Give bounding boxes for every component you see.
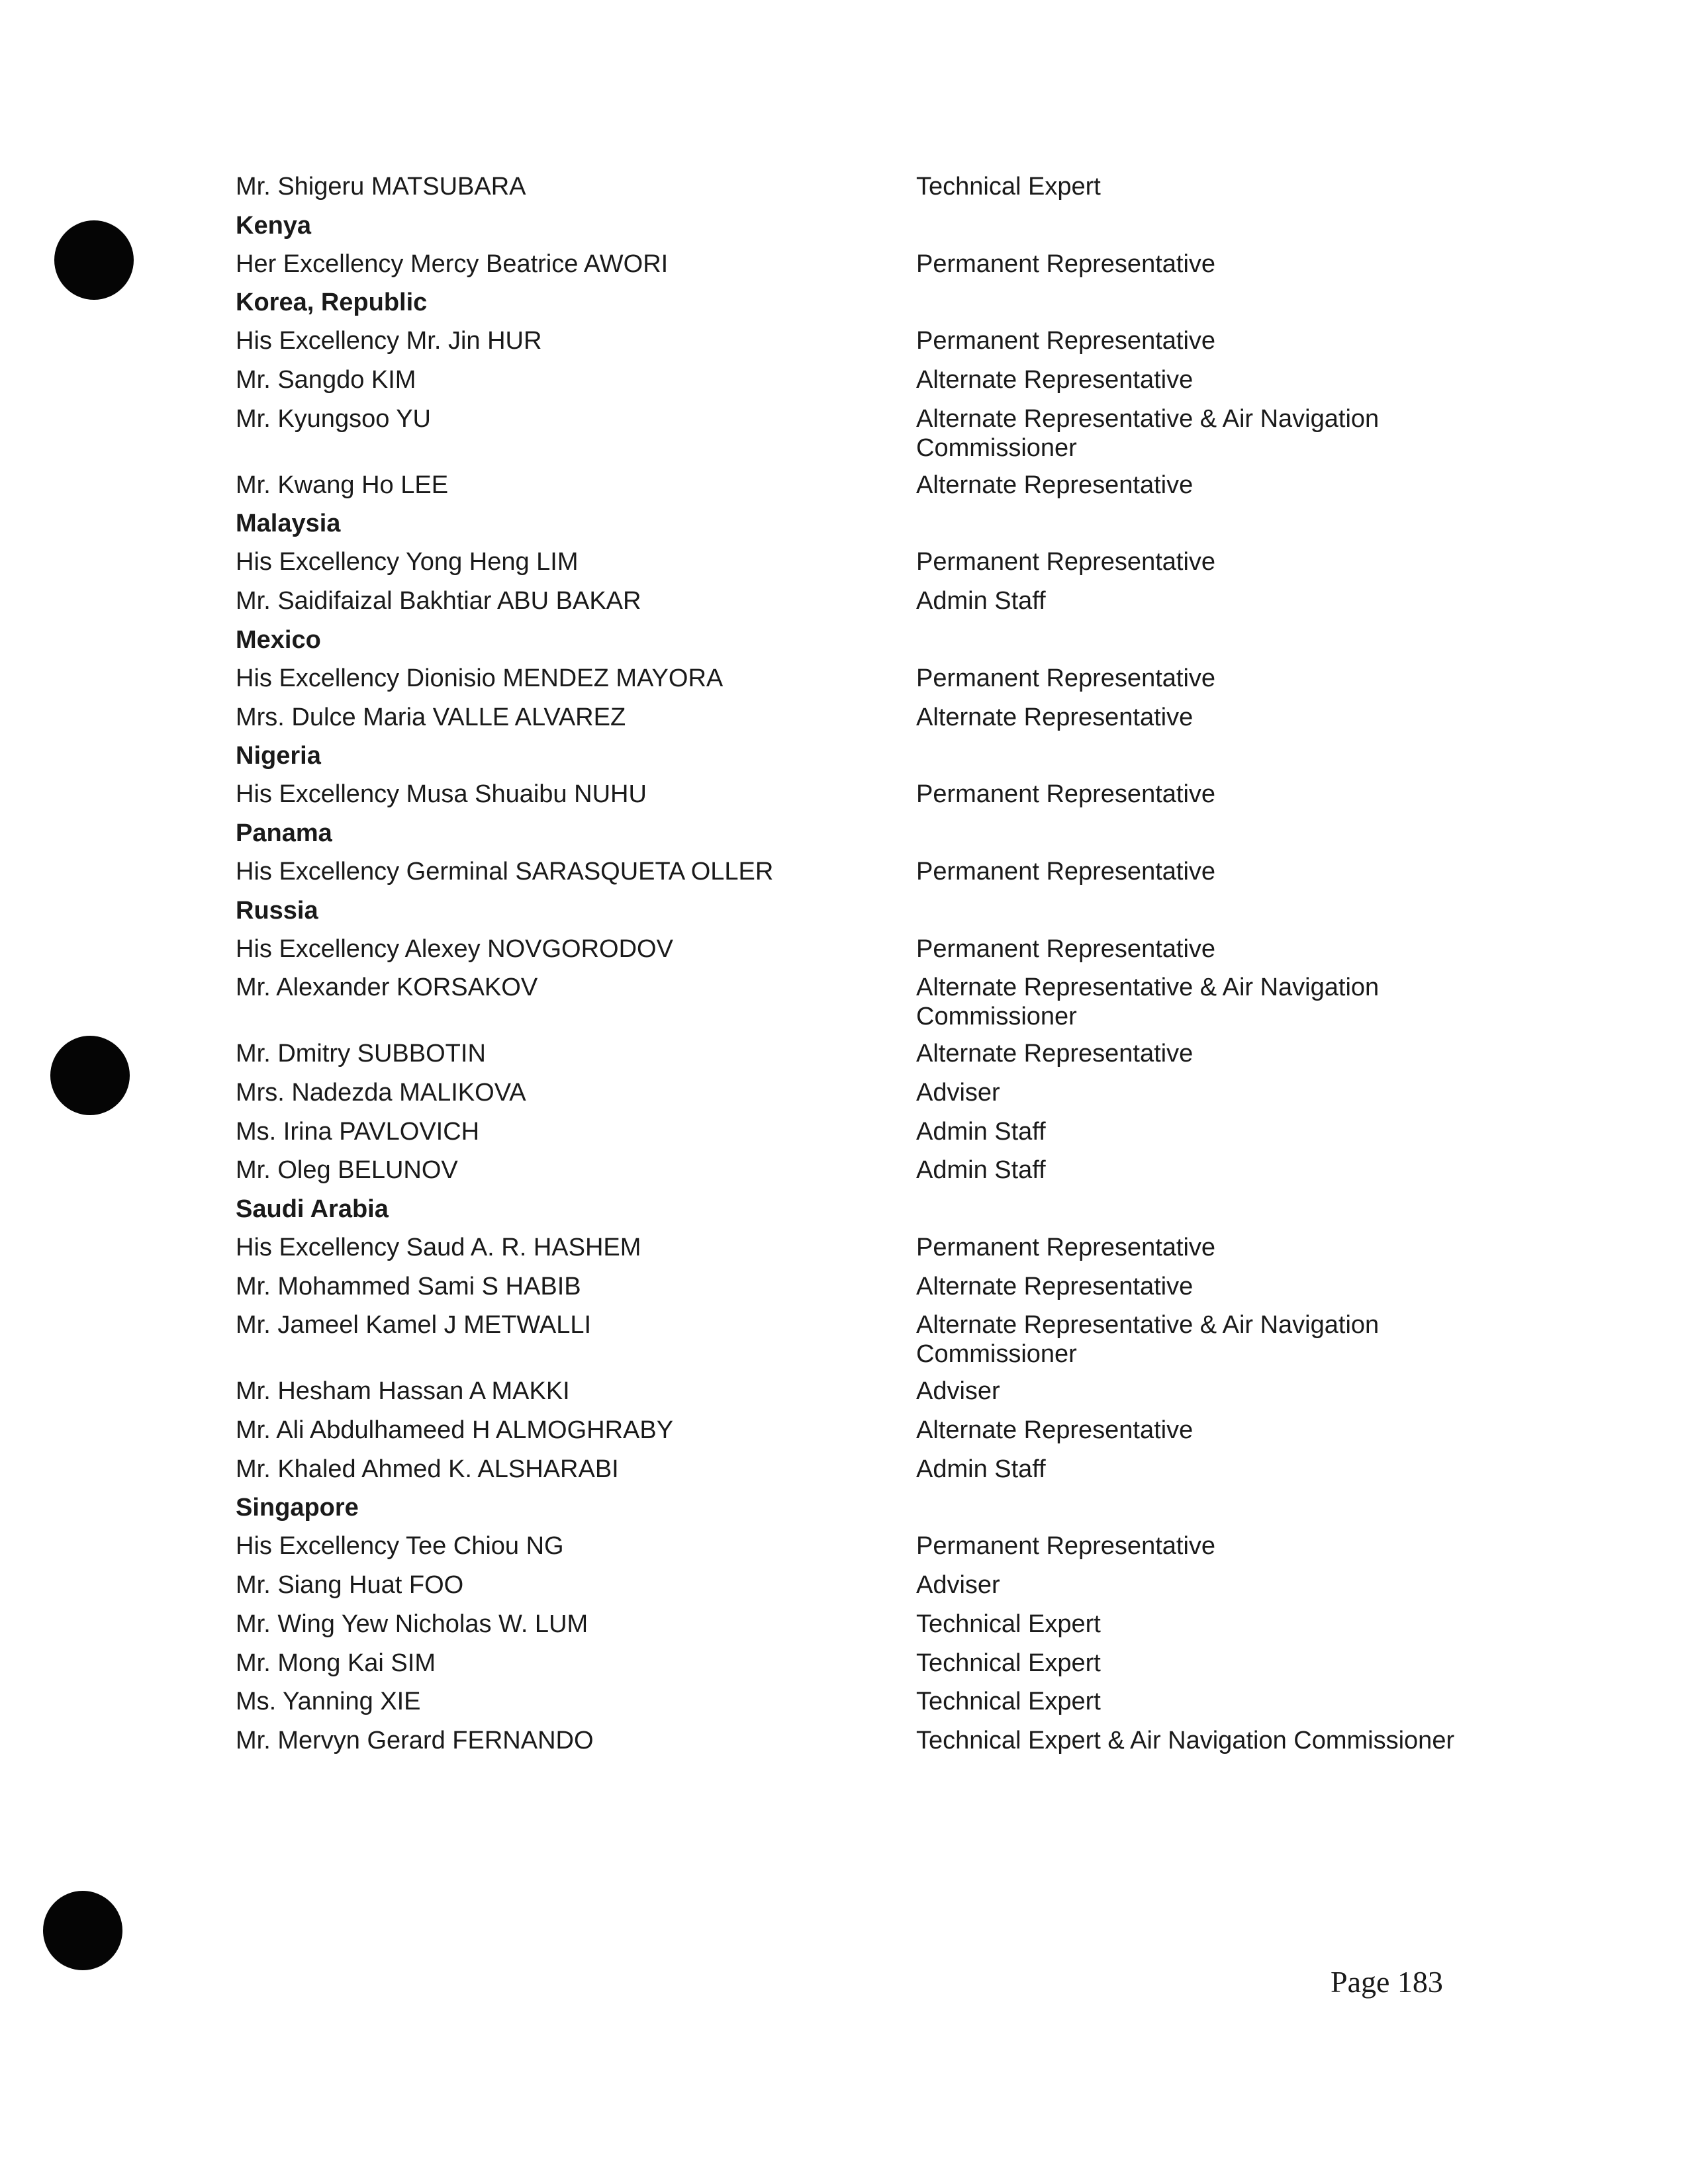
delegate-role: Technical Expert	[916, 1688, 1101, 1716]
delegate-name: Mr. Mong Kai SIM	[236, 1649, 436, 1677]
country-heading	[236, 1195, 1493, 1233]
delegate-row	[236, 1455, 1493, 1494]
delegate-row	[236, 934, 1493, 974]
delegate-name: Mr. Saidifaizal Bakhtiar ABU BAKAR	[236, 587, 641, 615]
delegate-row	[236, 780, 1493, 819]
delegate-row	[236, 857, 1493, 896]
delegate-row	[236, 703, 1493, 742]
delegate-name: Mr. Ali Abdulhameed H ALMOGHRABY	[236, 1416, 674, 1445]
delegate-role: Alternate Representative	[916, 1416, 1194, 1445]
country-heading	[236, 288, 1493, 326]
delegate-name: Mr. Dmitry SUBBOTIN	[236, 1040, 486, 1068]
delegate-name: Her Excellency Mercy Beatrice AWORI	[236, 250, 669, 278]
delegate-role: Technical Expert & Air Navigation Commissioner	[916, 1726, 1455, 1754]
country-name: Kenya	[236, 211, 312, 240]
delegate-name: Mrs. Dulce Maria VALLE ALVAREZ	[236, 703, 626, 731]
delegate-row	[236, 250, 1493, 289]
country-heading	[236, 896, 1493, 934]
country-heading	[236, 211, 1493, 250]
delegate-role: Admin Staff	[916, 1455, 1046, 1483]
delegate-row	[236, 471, 1493, 510]
delegate-row	[236, 1039, 1493, 1078]
delegate-role: Permanent Representative	[916, 857, 1216, 886]
delegate-role: Alternate Representative	[916, 1272, 1194, 1300]
country-name: Malaysia	[236, 510, 341, 538]
country-heading	[236, 741, 1493, 780]
delegate-name: Mr. Wing Yew Nicholas W. LUM	[236, 1610, 588, 1638]
delegate-role: Permanent Representative	[916, 934, 1216, 963]
delegate-name: His Excellency Alexey NOVGORODOV	[236, 934, 673, 963]
delegate-role: Alternate Representative	[916, 471, 1194, 499]
delegate-row	[236, 1078, 1493, 1117]
delegate-name: Mr. Khaled Ahmed K. ALSHARABI	[236, 1455, 619, 1483]
delegate-row	[236, 404, 1493, 471]
delegate-role: Admin Staff	[916, 1117, 1046, 1146]
delegate-row	[236, 1610, 1493, 1649]
delegate-role: Technical Expert	[916, 1610, 1101, 1638]
binder-punch-hole	[43, 1891, 122, 1970]
delegate-role: Permanent Representative	[916, 1234, 1216, 1261]
country-name: Korea, Republic	[236, 289, 428, 317]
delegate-name: Mr. Mohammed Sami S HABIB	[236, 1272, 581, 1300]
delegate-row	[236, 1377, 1493, 1416]
delegate-name: Mr. Hesham Hassan A MAKKI	[236, 1377, 570, 1406]
delegate-role: Permanent Representative	[916, 327, 1216, 355]
delegate-row	[236, 1687, 1493, 1726]
delegate-role: Alternate Representative	[916, 703, 1194, 731]
country-name: Panama	[236, 819, 332, 847]
delegate-role: Admin Staff	[916, 587, 1046, 615]
delegate-role: Alternate Representative	[916, 1040, 1194, 1068]
delegate-row	[236, 1531, 1493, 1570]
delegate-row	[236, 1416, 1493, 1455]
delegate-role: Permanent Representative	[916, 780, 1216, 809]
delegate-row	[236, 547, 1493, 586]
delegate-row	[236, 973, 1493, 1039]
delegate-name: Mr. Shigeru MATSUBARA	[236, 173, 526, 201]
delegate-role: Technical Expert	[916, 1649, 1101, 1677]
delegate-role: Technical Expert	[916, 173, 1101, 201]
delegate-role: Adviser	[916, 1078, 1000, 1107]
delegate-row	[236, 326, 1493, 365]
country-name: Singapore	[236, 1494, 359, 1522]
delegate-name: Mr. Mervyn Gerard FERNANDO	[236, 1726, 594, 1754]
binder-punch-hole	[50, 1036, 130, 1115]
delegate-role: Alternate Representative & Air Navigation Commissioner	[916, 404, 1380, 462]
delegate-role: Alternate Representative & Air Navigation Commissioner	[916, 1311, 1380, 1369]
delegate-row	[236, 1233, 1493, 1272]
delegate-name: Ms. Yanning XIE	[236, 1688, 421, 1716]
delegate-role: Admin Staff	[916, 1156, 1046, 1185]
delegate-name: His Excellency Dionisio MENDEZ MAYORA	[236, 664, 724, 692]
delegate-row	[236, 586, 1493, 625]
delegate-name: His Excellency Saud A. R. HASHEM	[236, 1234, 641, 1261]
country-name: Nigeria	[236, 742, 321, 770]
delegate-name: Mr. Kwang Ho LEE	[236, 471, 449, 499]
delegate-row	[236, 172, 1493, 211]
delegate-row	[236, 365, 1493, 404]
delegate-name: His Excellency Germinal SARASQUETA OLLER	[236, 857, 774, 886]
delegate-row	[236, 1272, 1493, 1311]
country-name: Mexico	[236, 625, 321, 654]
delegate-name: Mr. Siang Huat FOO	[236, 1571, 464, 1600]
delegate-name: His Excellency Yong Heng LIM	[236, 548, 579, 576]
delegate-row	[236, 1570, 1493, 1610]
delegate-row	[236, 1156, 1493, 1195]
delegate-role: Permanent Representative	[916, 250, 1216, 278]
delegate-row	[236, 1310, 1493, 1377]
delegate-role: Permanent Representative	[916, 664, 1216, 692]
delegate-name: Mr. Jameel Kamel J METWALLI	[236, 1311, 592, 1340]
delegation-roster	[236, 172, 1493, 1792]
delegate-row	[236, 1649, 1493, 1688]
delegate-name: Mr. Oleg BELUNOV	[236, 1156, 458, 1185]
delegate-role: Adviser	[916, 1377, 1000, 1406]
delegate-name: His Excellency Musa Shuaibu NUHU	[236, 780, 647, 809]
binder-punch-hole	[54, 220, 134, 300]
country-heading	[236, 625, 1493, 664]
delegate-name: Ms. Irina PAVLOVICH	[236, 1117, 480, 1146]
delegate-row	[236, 1117, 1493, 1156]
country-name: Russia	[236, 896, 318, 925]
delegate-role: Alternate Representative	[916, 366, 1194, 394]
country-name: Saudi Arabia	[236, 1195, 389, 1223]
delegate-name: His Excellency Mr. Jin HUR	[236, 327, 542, 355]
delegate-name: Mrs. Nadezda MALIKOVA	[236, 1078, 526, 1107]
page-number: Page 183	[1331, 1965, 1443, 1999]
delegate-role: Permanent Representative	[916, 1532, 1216, 1561]
delegate-role: Adviser	[916, 1571, 1000, 1600]
delegate-name: Mr. Sangdo KIM	[236, 366, 416, 394]
country-heading	[236, 1493, 1493, 1531]
country-heading	[236, 509, 1493, 547]
delegate-row	[236, 664, 1493, 703]
delegate-row	[236, 1726, 1493, 1792]
delegate-role: Alternate Representative & Air Navigation Commissioner	[916, 974, 1380, 1031]
delegate-name: His Excellency Tee Chiou NG	[236, 1532, 564, 1561]
delegate-name: Mr. Alexander KORSAKOV	[236, 974, 538, 1002]
delegate-role: Permanent Representative	[916, 548, 1216, 576]
country-heading	[236, 819, 1493, 857]
delegate-name: Mr. Kyungsoo YU	[236, 404, 432, 433]
